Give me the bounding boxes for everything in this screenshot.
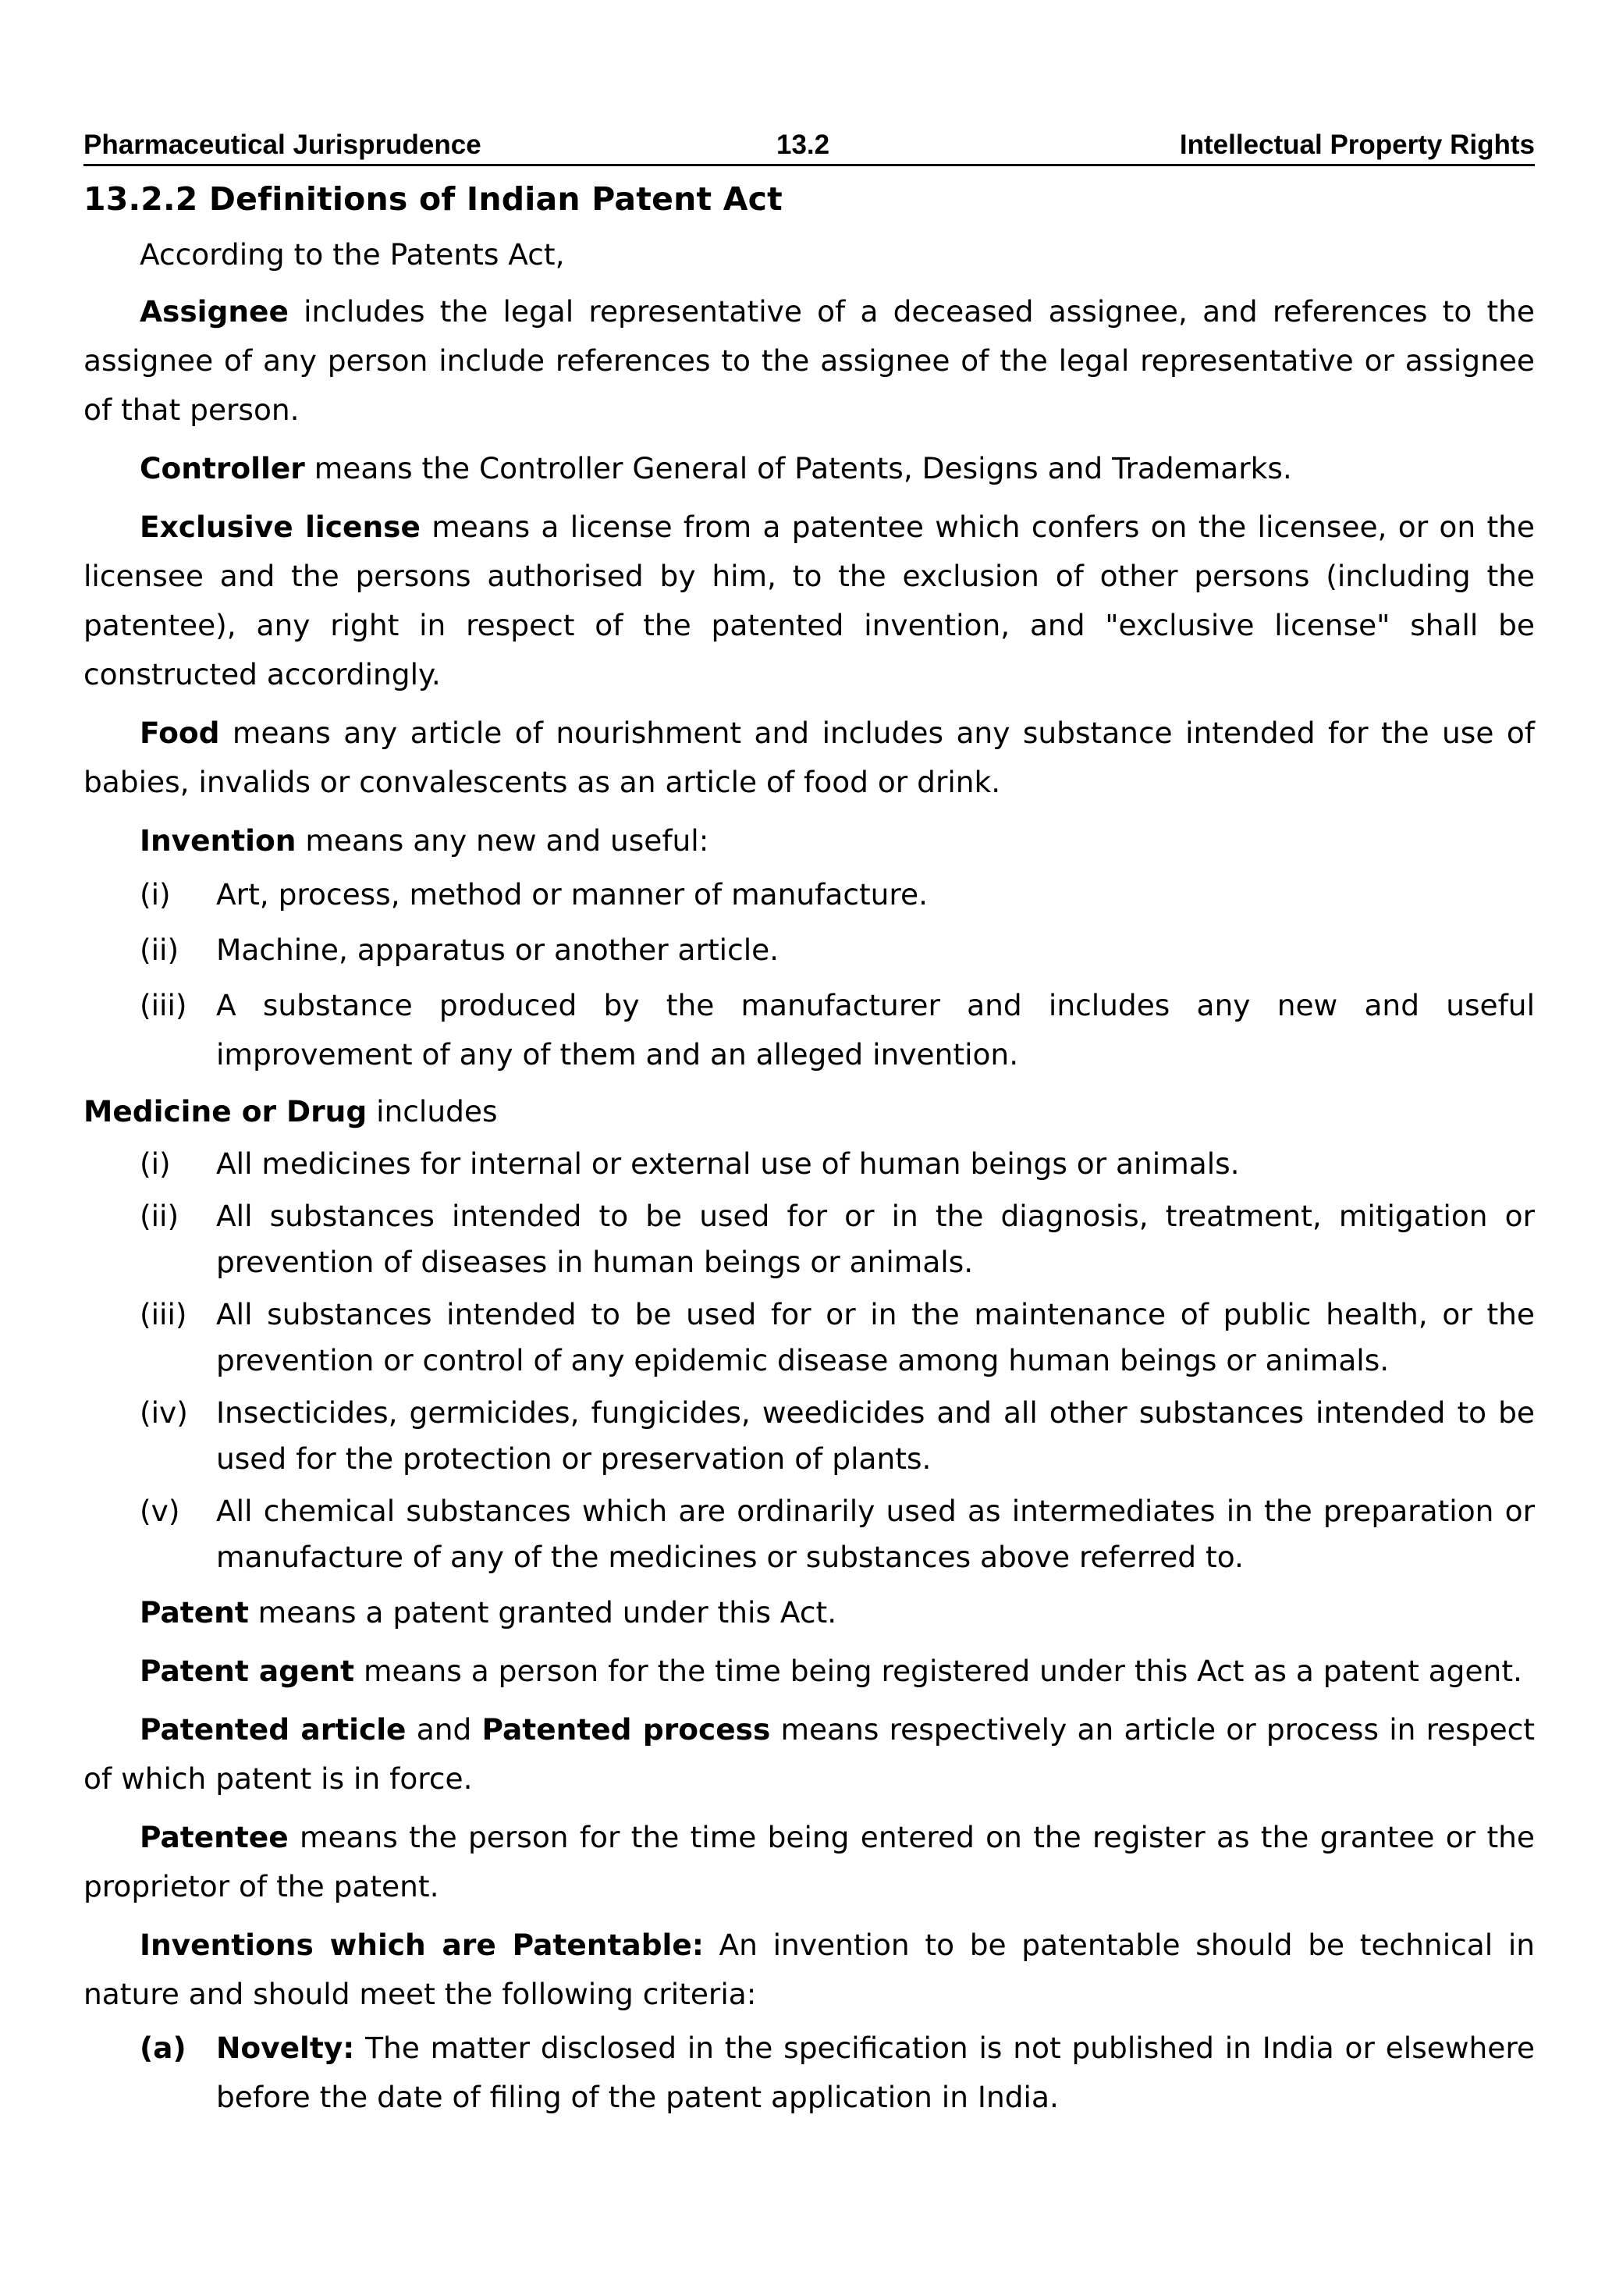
definition-text: means a patent granted under this Act. — [248, 1595, 837, 1630]
list-text: Machine, apparatus or another article. — [216, 933, 779, 967]
list-number: (i) — [140, 877, 171, 912]
list-item — [83, 1292, 1535, 1384]
definition-text: includes — [367, 1094, 498, 1128]
definition-text: means any new and useful: — [296, 823, 709, 858]
connector-text: and — [406, 1712, 482, 1747]
list-text: All substances intended to be used for or in the diagnosis, treatment, mitigation or prevention of diseases in human beings or animals. — [216, 1199, 1535, 1279]
definition-text: includes the legal representative of a deceased assignee, and references to the assignee of any person include references to the assignee of the legal representative or assignee of that person. — [83, 294, 1535, 427]
list-text: All chemical substances which are ordinarily used as intermediates in the preparation or manufacture of any of the medicines or substances above referred to. — [216, 1494, 1535, 1574]
list-number: (v) — [140, 1494, 180, 1528]
term: Patent — [140, 1595, 249, 1630]
document-body — [83, 230, 1535, 2122]
definition-text: means the person for the time being entered on the register as the grantee or the proprietor of the patent. — [83, 1820, 1535, 1903]
term: Patent agent — [140, 1654, 355, 1688]
definition-text: means a person for the time being registered under this Act as a patent agent. — [354, 1654, 1522, 1688]
list-number: (iii) — [140, 1297, 187, 1331]
criterion-text: The matter disclosed in the specification is not published in India or elsewhere before the date of filing of the patent application in India. — [216, 2031, 1535, 2114]
term: Assignee — [140, 294, 289, 329]
term: Patentee — [140, 1820, 289, 1854]
definition-invention — [83, 816, 1535, 865]
term: Inventions which are Patentable: — [140, 1928, 704, 1962]
criterion-term: Novelty: — [216, 2031, 355, 2065]
term: Medicine or Drug — [83, 1094, 368, 1128]
definition-patent-agent — [83, 1647, 1535, 1696]
definition-text: means respectively an article or process in respect of which patent is in force. — [83, 1712, 1535, 1796]
intro-text: According to the Patents Act, — [140, 237, 565, 272]
list-text: A substance produced by the manufacturer and includes any new and useful improvement of any of them and an alleged invention. — [216, 988, 1535, 1072]
header-book-title: Pharmaceutical Jurisprudence — [83, 130, 481, 160]
list-text: All medicines for internal or external use of human beings or animals. — [216, 1146, 1240, 1181]
list-number: (iv) — [140, 1395, 188, 1430]
definition-medicine — [83, 1087, 1535, 1136]
invention-list — [83, 870, 1535, 1079]
list-item — [83, 2024, 1535, 2122]
definition-controller — [83, 444, 1535, 493]
list-text: Art, process, method or manner of manufacture. — [216, 877, 928, 912]
list-number: (iii) — [140, 988, 187, 1022]
list-item — [83, 1488, 1535, 1580]
term: Food — [140, 716, 220, 750]
definition-exclusive-license — [83, 503, 1535, 699]
list-number: (i) — [140, 1146, 171, 1181]
patentable-inventions — [83, 1921, 1535, 2019]
definition-patentee — [83, 1813, 1535, 1911]
definition-text: means a license from a patentee which confers on the licensee, or on the licensee and the persons authorised by him, to the exclusion of other persons (including the patentee), any right in respect of the patented invention, and "exclusive license" shall be constructed accordingly. — [83, 510, 1535, 691]
list-item — [83, 1193, 1535, 1285]
list-text: All substances intended to be used for or in the maintenance of public health, or the prevention or control of any epidemic disease among human beings or animals. — [216, 1297, 1535, 1377]
term: Patented article — [140, 1712, 407, 1747]
list-text — [216, 2024, 1535, 2122]
section-title: 13.2.2 Definitions of Indian Patent Act — [83, 180, 783, 218]
list-item — [83, 981, 1535, 1079]
header-chapter-title: Intellectual Property Rights — [1179, 130, 1535, 160]
term: Controller — [140, 451, 305, 485]
term: Invention — [140, 823, 297, 858]
list-item — [83, 870, 1535, 919]
patentable-criteria-list — [83, 2024, 1535, 2122]
definition-food — [83, 709, 1535, 807]
document-page — [83, 117, 1535, 2130]
list-item — [83, 1141, 1535, 1187]
term: Patented process — [481, 1712, 771, 1747]
definition-patent — [83, 1588, 1535, 1637]
definition-text: An invention to be patentable should be technical in nature and should meet the following criteria: — [83, 1928, 1536, 2011]
definition-assignee — [83, 287, 1535, 435]
list-item — [83, 1390, 1535, 1482]
definition-patented-article-process — [83, 1705, 1535, 1804]
page-header — [83, 117, 1535, 166]
list-number: (ii) — [140, 1199, 179, 1233]
term: Exclusive license — [140, 510, 421, 544]
header-page-number: 13.2 — [776, 130, 830, 160]
list-number: (a) — [140, 2031, 186, 2065]
list-text: Insecticides, germicides, fungicides, weedicides and all other substances intended to be used for the protection or preservation of plants. — [216, 1395, 1535, 1476]
list-item — [83, 926, 1535, 975]
definition-text: means the Controller General of Patents, Designs and Trademarks. — [304, 451, 1292, 485]
medicine-list — [83, 1141, 1535, 1580]
definition-text: means any article of nourishment and includes any substance intended for the use of babies, invalids or convalescents as an article of food or drink. — [83, 716, 1535, 799]
list-number: (ii) — [140, 933, 179, 967]
